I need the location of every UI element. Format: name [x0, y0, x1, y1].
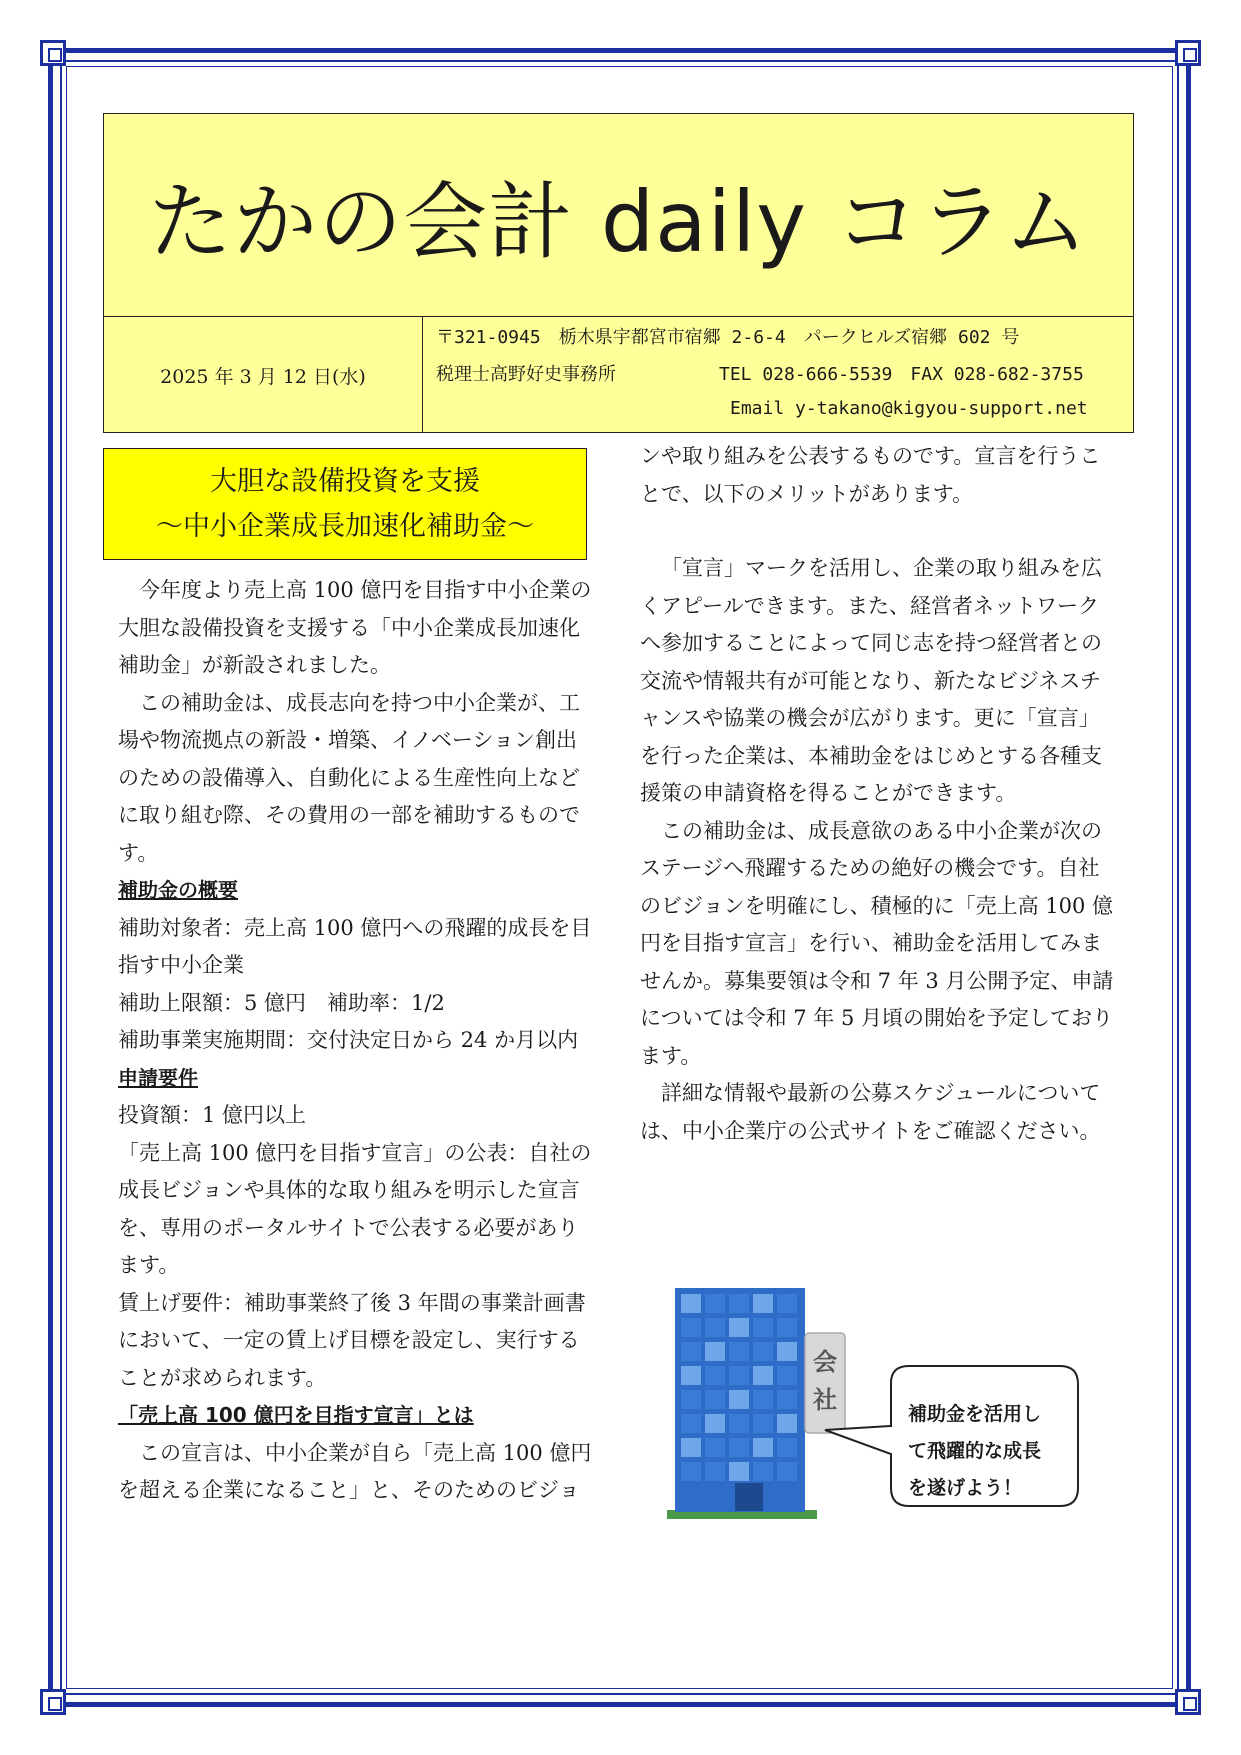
building-window	[777, 1462, 797, 1481]
border-corner-ornament	[1175, 40, 1201, 66]
building-window	[777, 1366, 797, 1385]
building-window	[705, 1342, 725, 1361]
office-name: 税理士高野好史事務所	[436, 364, 616, 385]
building-window	[681, 1366, 701, 1385]
building-window	[753, 1294, 773, 1313]
building-window	[753, 1462, 773, 1481]
newsletter-title: たかの会計 daily コラム	[104, 114, 1133, 317]
speech-bubble-text	[908, 1396, 1088, 1507]
headline-line-1: 大胆な設備投資を支援	[210, 466, 480, 497]
building-window	[753, 1438, 773, 1457]
overview-limit: 補助上限額：5 億円 補助率：1/2	[118, 990, 445, 1015]
building-window	[729, 1390, 749, 1409]
building-window	[705, 1414, 725, 1433]
requirement-investment: 投資額：1 億円以上	[118, 1103, 307, 1127]
requirement-declaration: 「売上高 100 億円を目指す宣言」の公表：自社の成長ビジョンや具体的な取り組みを明示した宣言を、専用のポータルサイトで公表する必要があります。	[118, 1140, 592, 1277]
building-window	[729, 1342, 749, 1361]
info-paragraph: 詳細な情報や最新の公募スケジュールについては、中小企業庁の公式サイトをご確認ください。	[640, 1081, 1101, 1143]
headline-line-2: ～中小企業成長加速化補助金～	[156, 511, 534, 542]
building-window	[705, 1390, 725, 1409]
building-window	[753, 1414, 773, 1433]
overview-target: 補助対象者：売上高 100 億円への飛躍的成長を目指す中小企業	[118, 915, 592, 977]
office-phone-fax: TEL 028-666-5539 FAX 028-682-3755	[719, 364, 1084, 385]
building-window	[777, 1390, 797, 1409]
border-corner-ornament	[40, 40, 66, 66]
requirement-wage: 賃上げ要件：補助事業終了後 3 年間の事業計画書において、一定の賃上げ目標を設定し、実行することが求められます。	[118, 1290, 586, 1390]
building-window	[705, 1294, 725, 1313]
building-window	[681, 1390, 701, 1409]
building-window	[681, 1318, 701, 1337]
declaration-paragraph-continued: ンや取り組みを公表するものです。宣言を行うことで、以下のメリットがあります。	[640, 444, 1101, 506]
building-window	[777, 1318, 797, 1337]
merit-paragraph: 「宣言」マークを活用し、企業の取り組みを広くアピールできます。また、経営者ネットワークへ参加することによって同じ志を持つ経営者との交流や情報共有が可能となり、新たなビジネスチャンスや協業の機会が広がります。更に「宣言」を行った企業は、本補助金をはじめとする各種支援策の申請資格を得ることができます。	[640, 556, 1102, 805]
sign-character-2: 社	[813, 1386, 837, 1414]
building-entrance	[735, 1483, 763, 1511]
building-window	[753, 1366, 773, 1385]
office-email: Email y-takano@kigyou-support.net	[730, 398, 1088, 419]
building-window	[729, 1462, 749, 1481]
building-window	[729, 1318, 749, 1337]
declaration-heading: 「売上高 100 億円を目指す宣言」とは	[118, 1403, 474, 1427]
bubble-line-3: を遂げよう！	[908, 1477, 1023, 1499]
building-window	[753, 1342, 773, 1361]
closing-paragraph: この補助金は、成長意欲のある中小企業が次のステージへ飛躍するための絶好の機会です。自社のビジョンを明確にし、積極的に「売上高 100 億円を目指す宣言」を行い、補助金を活用してみませんか。募集要領は令和 7 年 3 月公開予定、申請については令和 7 年 5 月頃の開始を予定しております。	[640, 818, 1114, 1068]
building-window	[705, 1318, 725, 1337]
sign-character-1: 会	[813, 1348, 837, 1376]
building-window	[681, 1438, 701, 1457]
article-headline	[103, 448, 587, 560]
building-window	[777, 1414, 797, 1433]
intro-paragraph: 今年度より売上高 100 億円を目指す中小企業の大胆な設備投資を支援する「中小企業成長加速化補助金」が新設されました。	[118, 578, 592, 677]
overview-heading: 補助金の概要	[118, 878, 238, 902]
building-window	[753, 1318, 773, 1337]
border-corner-ornament	[40, 1689, 66, 1715]
office-address: 〒321-0945 栃木県宇都宮市宿郷 2-6-4 パークヒルズ宿郷 602 号	[436, 327, 1020, 348]
building-window	[705, 1366, 725, 1385]
office-info	[423, 317, 1133, 433]
building-window	[777, 1438, 797, 1457]
requirements-heading: 申請要件	[118, 1065, 198, 1090]
overview-period: 補助事業実施期間：交付決定日から 24 か月以内	[118, 1028, 579, 1052]
building-window	[681, 1462, 701, 1481]
building-window	[681, 1294, 701, 1313]
issue-date: 2025 年 3 月 12 日(水)	[104, 317, 423, 433]
building-window	[705, 1438, 725, 1457]
declaration-paragraph-part1: この宣言は、中小企業が自ら「売上高 100 億円を超える企業になること」と、そのためのビジョ	[118, 1440, 592, 1502]
article-column-right	[640, 438, 1118, 1150]
declaration-paragraph-part2	[640, 438, 1118, 550]
building-window	[681, 1342, 701, 1361]
building-window	[777, 1294, 797, 1313]
newsletter-header	[103, 113, 1134, 433]
border-corner-ornament	[1175, 1689, 1201, 1715]
building-window	[777, 1342, 797, 1361]
building-window	[681, 1414, 701, 1433]
building-window	[705, 1462, 725, 1481]
description-paragraph: この補助金は、成長志向を持つ中小企業が、工場や物流拠点の新設・増築、イノベーション創出のための設備導入、自動化による生産性向上などに取り組む際、その費用の一部を補助するものです。	[118, 690, 580, 865]
bubble-line-1: 補助金を活用し	[908, 1403, 1042, 1425]
building-window	[753, 1390, 773, 1409]
article-column-left	[118, 572, 598, 1510]
building-window	[729, 1366, 749, 1385]
bubble-line-2: て飛躍的な成長	[908, 1440, 1042, 1462]
building-window	[729, 1438, 749, 1457]
building-window	[729, 1414, 749, 1433]
building-window	[729, 1294, 749, 1313]
